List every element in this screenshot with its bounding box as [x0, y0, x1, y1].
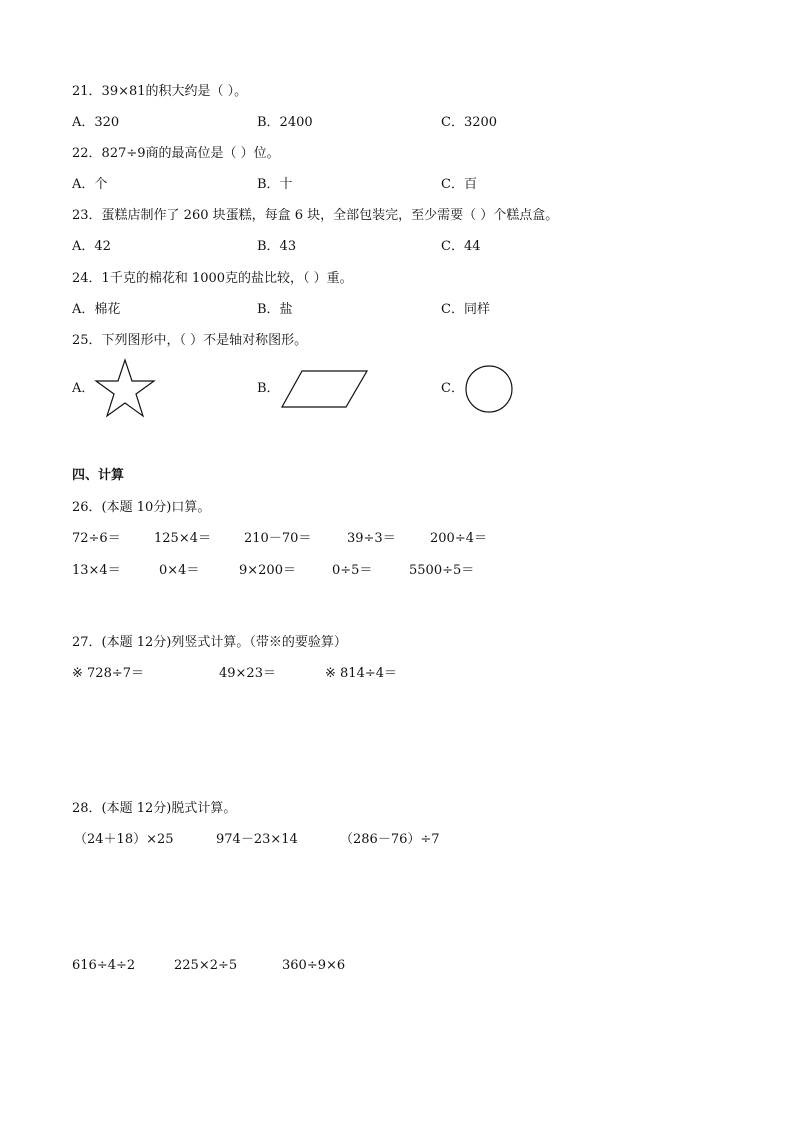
q26-item: 125×4＝ [154, 531, 211, 546]
q25-stem: 25．下列图形中，（ ）不是轴对称图形。 [72, 333, 308, 348]
section-title: 四、计算 [72, 468, 125, 483]
q28-item: （24＋18）×25 [74, 832, 174, 847]
q27-item: ※ 728÷7＝ [72, 666, 145, 681]
q22-option-a[interactable]: A．个 [72, 177, 108, 192]
q26-item: 39÷3＝ [347, 531, 396, 546]
q21-stem: 21．39×81的积大约是（ ）。 [72, 84, 248, 99]
q25-option-c[interactable]: C． [441, 381, 464, 396]
q26-item: 0÷5＝ [332, 563, 373, 578]
q23-option-a[interactable]: A．42 [72, 239, 111, 254]
q21-option-b[interactable]: B．2400 [257, 115, 313, 130]
q26-stem: 26．(本题 10分)口算。 [72, 500, 211, 515]
q22-option-c[interactable]: C．百 [441, 177, 477, 192]
parallelogram-icon [280, 369, 370, 409]
q26-item: 0×4＝ [159, 563, 200, 578]
q22-stem: 22．827÷9商的最高位是（ ）位。 [72, 146, 280, 161]
q27-item: 49×23＝ [219, 666, 276, 681]
q26-item: 200÷4＝ [430, 531, 487, 546]
q28-item: 360÷9×6 [282, 958, 346, 973]
q28-stem: 28．(本题 12分)脱式计算。 [72, 801, 237, 816]
q27-stem: 27．(本题 12分)列竖式计算。（带※的要验算） [72, 635, 347, 650]
q22-option-b[interactable]: B．十 [257, 177, 293, 192]
q26-item: 13×4＝ [72, 563, 121, 578]
q24-option-b[interactable]: B．盐 [257, 302, 293, 317]
q28-item: 616÷4÷2 [72, 958, 136, 973]
q28-item: 974－23×14 [216, 832, 298, 847]
q23-option-b[interactable]: B．43 [257, 239, 297, 254]
q24-option-a[interactable]: A．棉花 [72, 302, 121, 317]
q24-stem: 24．1千克的棉花和 1000克的盐比较，（ ）重。 [72, 271, 353, 286]
q25-option-b[interactable]: B． [257, 381, 280, 396]
q26-item: 72÷6＝ [72, 531, 121, 546]
q23-stem: 23．蛋糕店制作了 260 块蛋糕，每盒 6 块，全部包装完，至少需要（ ）个糕点盒。 [72, 208, 559, 223]
q21-option-c[interactable]: C．3200 [441, 115, 498, 130]
star-icon [94, 358, 156, 418]
q26-item: 210－70＝ [244, 531, 312, 546]
q25-option-a[interactable]: A． [72, 381, 95, 396]
q28-item: 225×2÷5 [174, 958, 238, 973]
circle-icon [464, 364, 514, 414]
q26-item: 9×200＝ [239, 563, 296, 578]
q21-option-a[interactable]: A．320 [72, 115, 120, 130]
q26-item: 5500÷5＝ [409, 563, 475, 578]
q28-item: （286－76）÷7 [340, 832, 440, 847]
q24-option-c[interactable]: C．同样 [441, 302, 490, 317]
q23-option-c[interactable]: C．44 [441, 239, 481, 254]
q27-item: ※ 814÷4＝ [325, 666, 398, 681]
